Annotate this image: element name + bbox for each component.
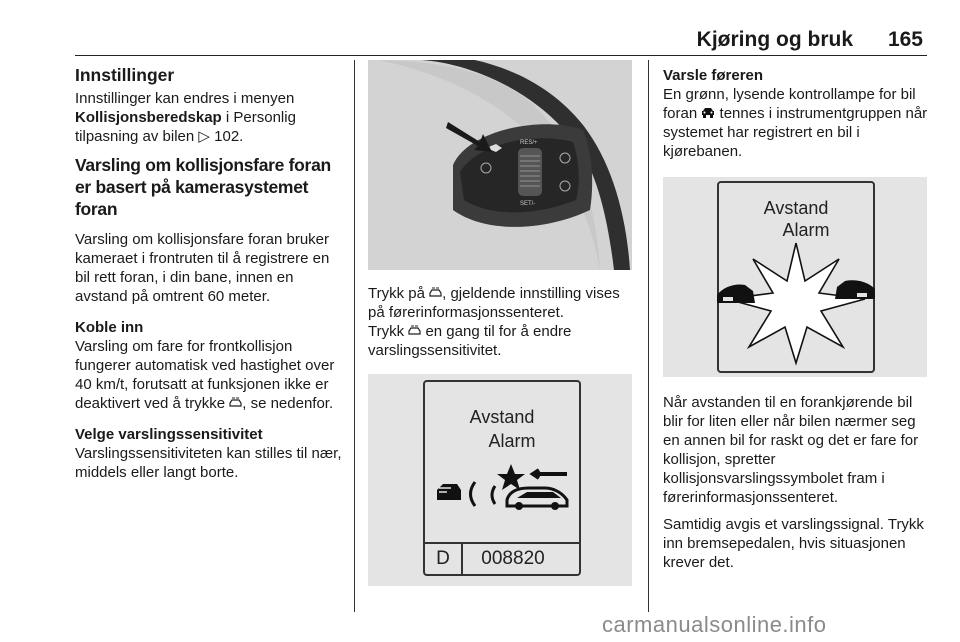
display-line-alarm: Alarm [488, 431, 536, 451]
heading-sensitivity: Velge varslingssensitivitet [75, 426, 263, 443]
heading-forward-collision: Varsling om kollisjonsfare foran er basert på kamerasystemet foran [75, 155, 331, 219]
para-enable-text-2: , se nedenfor. [242, 395, 334, 412]
set-button-label: SET/- [520, 201, 536, 207]
heading-warn-driver: Varsle føreren [663, 67, 764, 84]
vehicle-ahead-button-icon [429, 287, 442, 298]
res-button-label: RES/+ [520, 140, 538, 146]
header-title: Kjøring og bruk [696, 28, 853, 51]
column-divider-right [648, 60, 649, 612]
collision-starburst-icon [715, 237, 877, 367]
collision-alarm-figure [663, 177, 927, 377]
para-forward-collision: Varsling om kollisjonsfare foran bruker kameraet i frontruten til å registrere en bil rett foran, i din bane, innen en avstand på omtrent 60 meter. [75, 231, 330, 305]
settings-intro-text: Innstillinger kan endres i menyen [75, 90, 295, 107]
para-enable-text: Varsling om fare for frontkollisjon fungerer automatisk ved hastighet over 40 km/t, forutsatt at funksjonen ikke er deaktivert ved å trykke [75, 338, 335, 412]
settings-intro-text-2: i Personlig tilpasning av bilen [75, 109, 296, 145]
menu-name-collision: Kollisjonsberedskap [75, 109, 222, 126]
alarm-line-avstand: Avstand [763, 198, 829, 218]
page-reference-arrow-icon: ▷ [198, 128, 210, 145]
middle-column [368, 64, 638, 586]
para-warn-text-2: tennes i instrumentgruppen når systemet har registrert en bil i kjørebanen. [663, 105, 928, 160]
watermark: carmanualsonline.info [602, 612, 827, 637]
para-warn-text: En grønn, lysende kontrollampe for bil foran [663, 86, 916, 122]
page-reference-link[interactable]: 102. [209, 128, 244, 145]
steering-wheel-illustration [368, 60, 632, 270]
press-instruction-2 [368, 322, 638, 360]
para-sensitivity: Varslingssensitiviteten kan stilles til nær, middels eller langt borte. [75, 445, 342, 481]
right-column [663, 64, 929, 572]
display-odometer: 008820 [481, 548, 545, 569]
page-number: 165 [887, 28, 923, 51]
display-line-avstand: Avstand [469, 407, 535, 427]
display-frame [423, 380, 581, 576]
steering-wheel-photo [368, 60, 632, 270]
page-header [75, 26, 927, 56]
left-column [75, 64, 345, 482]
settings-intro [75, 89, 345, 146]
driver-info-display-figure [368, 374, 632, 586]
press-text-2a: Trykk [368, 323, 409, 340]
press-text-1b: , gjeldende innstilling vises på førerinformasjonssenteret. [368, 285, 620, 321]
para-alarm: Når avstanden til en forankjørende bil blir for liten eller når bilen nærmer seg en annen bil for raskt og det er fare for kollisjon, spretter kollisjonsvarslingssymbolet fram i førerinformasjonssenteret. [663, 394, 919, 506]
display-gear-indicator: D [436, 548, 450, 569]
collision-alert-symbol [433, 462, 575, 512]
para-brake: Samtidig avgis et varslingssignal. Trykk inn bremsepedalen, hvis situasjonen krever det. [663, 516, 924, 571]
para-enable [75, 337, 345, 413]
heading-enable: Koble inn [75, 319, 144, 336]
press-instruction-1 [368, 284, 638, 322]
section-title-settings: Innstillinger [75, 65, 175, 85]
press-text-1a: Trykk på [368, 285, 430, 302]
alarm-line-alarm: Alarm [782, 220, 830, 240]
vehicle-ahead-button-icon [229, 397, 242, 408]
vehicle-ahead-indicator-icon [701, 107, 715, 118]
para-warn-driver [663, 85, 929, 161]
column-divider-left [354, 60, 355, 612]
press-text-2b: en gang til for å endre varslingssensitivitet. [368, 323, 572, 359]
vehicle-ahead-button-icon [408, 325, 421, 336]
